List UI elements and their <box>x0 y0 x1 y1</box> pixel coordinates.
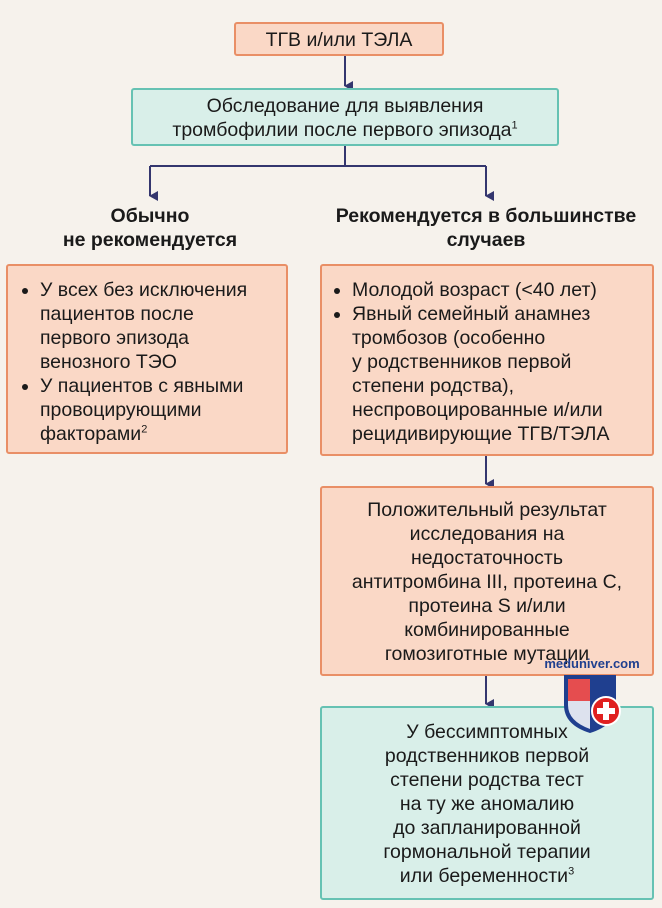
top-box-dvt-pe <box>234 22 444 56</box>
positive-line: Положительный результат <box>367 499 607 521</box>
positive-line: комбинированные <box>404 619 570 641</box>
right-heading-line-2: случаев <box>446 229 526 251</box>
right-heading-line-1: Рекомендуется в большинстве <box>335 205 637 227</box>
left-heading <box>40 204 260 252</box>
footnote-1: 1 <box>511 119 518 132</box>
left-item2-line-last <box>40 422 278 446</box>
relatives-line: степени родства тест <box>390 769 584 791</box>
screening-box <box>131 88 559 146</box>
left-item1-line: • У всех без исключения <box>40 279 248 301</box>
recommended-box <box>320 264 654 456</box>
right-item2-line: у родственников первой <box>352 351 572 373</box>
left-item1-line: пациентов после <box>40 303 194 325</box>
left-heading-line-1: Обычно <box>110 205 190 227</box>
relatives-line: гормональной терапии <box>383 841 591 863</box>
positive-line: протеина S и/или <box>408 595 566 617</box>
left-item1-line: первого эпизода <box>40 327 189 349</box>
left-item2-line: факторами <box>40 423 142 445</box>
relatives-line: родственников первой <box>384 745 590 767</box>
left-heading-line-2: не рекомендуется <box>62 229 238 251</box>
left-item2-line: • У пациентов с явными <box>40 375 244 397</box>
screening-line-2: тромбофилии после первого эпизода <box>172 119 512 141</box>
right-item2-line: • Явный семейный анамнез <box>352 303 591 325</box>
footnote-2: 2 <box>141 423 148 436</box>
screening-line-2-wrap <box>133 118 557 142</box>
right-heading <box>316 204 656 252</box>
right-item2-line: тромбозов (особенно <box>352 327 546 349</box>
not-recommended-item-2 <box>40 374 278 446</box>
relatives-line-last <box>322 864 652 888</box>
relatives-line: У бессимптомных <box>406 721 568 743</box>
shield-cross-icon <box>532 671 652 735</box>
positive-line: гомозиготные мутации <box>384 643 590 665</box>
not-recommended-item-1 <box>40 278 278 374</box>
relatives-line: до запланированной <box>393 817 581 839</box>
recommended-item-1 <box>352 278 646 302</box>
positive-line: исследования на <box>409 523 565 545</box>
positive-line: недостаточность <box>410 547 564 569</box>
screening-line-1: Обследование для выявления <box>206 95 484 117</box>
left-item1-line: венозного ТЭО <box>40 351 177 373</box>
right-item2-line: рецидивирующие ТГВ/ТЭЛА <box>352 423 610 445</box>
footnote-3: 3 <box>568 865 575 878</box>
positive-line: антитромбина III, протеина С, <box>351 571 623 593</box>
watermark-logo <box>532 656 652 740</box>
watermark-text: meduniver.com <box>544 656 640 671</box>
relatives-line: или беременности <box>399 865 569 887</box>
not-recommended-box <box>6 264 288 454</box>
left-item2-line: провоцирующими <box>40 399 202 421</box>
recommended-item-2 <box>352 302 646 446</box>
right-item2-line: степени родства), <box>352 375 515 397</box>
top-box-text: ТГВ и/или ТЭЛА <box>265 29 413 51</box>
right-item1-line: • Молодой возраст (<40 лет) <box>352 279 597 301</box>
relatives-line: на ту же аномалию <box>399 793 575 815</box>
positive-result-box <box>320 486 654 676</box>
right-item2-line: неспровоцированные и/или <box>352 399 603 421</box>
